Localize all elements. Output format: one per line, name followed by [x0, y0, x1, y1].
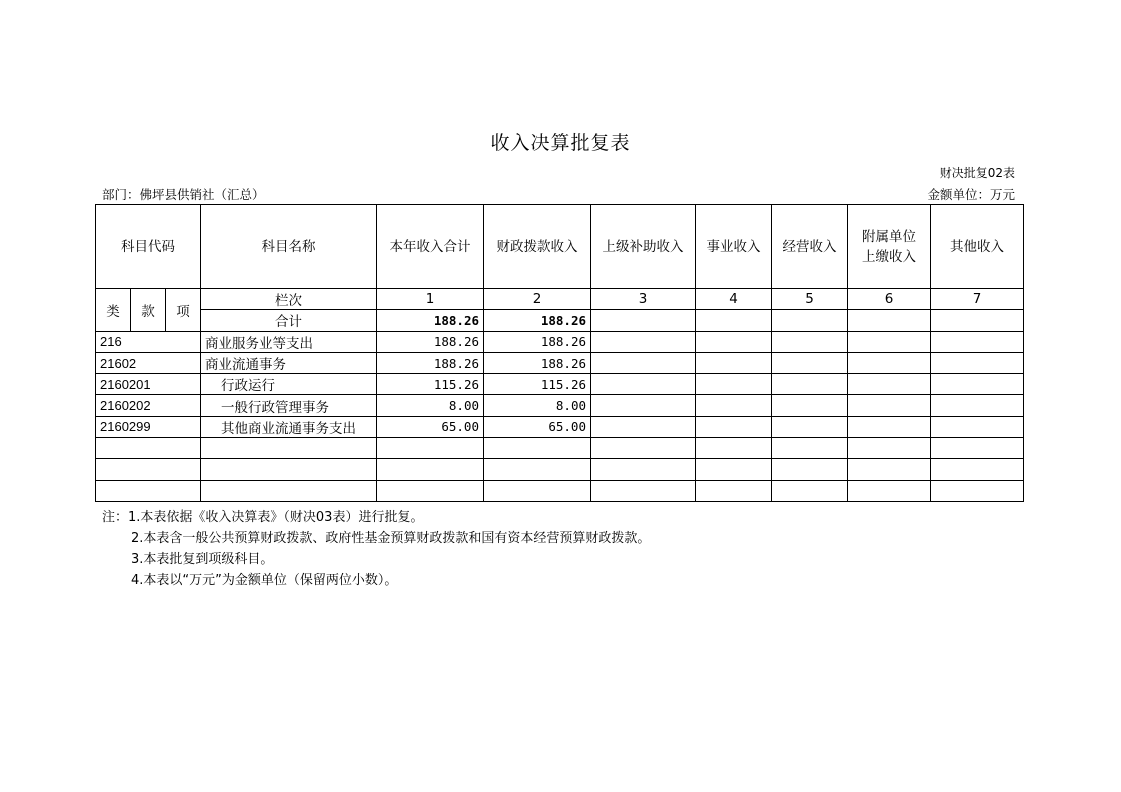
- column-number-row: [96, 289, 1024, 310]
- row-name: 行政运行: [201, 374, 377, 395]
- row-code: 21602: [96, 352, 201, 373]
- total-row: [96, 310, 1024, 331]
- header-superior: 上级补助收入: [591, 205, 696, 289]
- table-row: [96, 331, 1024, 352]
- row-total: 188.26: [377, 331, 484, 352]
- empty-row: [96, 438, 1024, 459]
- header-fiscal: 财政拨款收入: [484, 205, 591, 289]
- row-fiscal: 115.26: [484, 374, 591, 395]
- header-lanci: 栏次: [201, 289, 377, 310]
- row-code: 216: [96, 331, 201, 352]
- page-title: 收入决算批复表: [490, 132, 631, 154]
- table-row: [96, 352, 1024, 373]
- amount-unit-label: 金额单位：万元: [927, 187, 1015, 202]
- header-career: 事业收入: [696, 205, 772, 289]
- col-num-6: 6: [848, 289, 931, 310]
- note-2: 2.本表含一般公共预算财政拨款、政府性基金预算财政拨款和国有资本经营预算财政拨款。: [131, 531, 651, 546]
- total-label: 合计: [201, 310, 377, 331]
- col-num-3: 3: [591, 289, 696, 310]
- header-code-group: 科目代码: [96, 205, 201, 289]
- row-code: 2160299: [96, 416, 201, 437]
- notes: [102, 507, 650, 591]
- row-code: 2160202: [96, 395, 201, 416]
- header-total: 本年收入合计: [377, 205, 484, 289]
- note-3: 3.本表批复到项级科目。: [131, 552, 274, 567]
- note-4: 4.本表以“万元”为金额单位（保留两位小数）。: [131, 573, 398, 588]
- department-label: 部门：佛坪县供销社（汇总）: [102, 187, 265, 202]
- total-income-total: 188.26: [377, 310, 484, 331]
- row-total: 8.00: [377, 395, 484, 416]
- table-row: [96, 416, 1024, 437]
- total-fiscal: 188.26: [484, 310, 591, 331]
- row-total: 65.00: [377, 416, 484, 437]
- form-number: 财决批复02表: [939, 166, 1015, 180]
- header-affiliate-text: 附属单位上缴收入: [862, 228, 916, 265]
- row-name: 商业流通事务: [201, 352, 377, 373]
- note-1: 注：1.本表依据《收入决算表》（财决03表）进行批复。: [102, 510, 424, 525]
- row-fiscal: 188.26: [484, 352, 591, 373]
- table-row: [96, 395, 1024, 416]
- row-name: 其他商业流通事务支出: [201, 416, 377, 437]
- row-name: 商业服务业等支出: [201, 331, 377, 352]
- header-xiang: 项: [166, 289, 201, 332]
- col-num-7: 7: [931, 289, 1024, 310]
- empty-row: [96, 459, 1024, 480]
- income-approval-table: [95, 204, 1024, 502]
- empty-row: [96, 480, 1024, 501]
- header-other: 其他收入: [931, 205, 1024, 289]
- header-affiliate: [848, 205, 931, 289]
- col-num-2: 2: [484, 289, 591, 310]
- header-kuan: 款: [131, 289, 166, 332]
- row-total: 115.26: [377, 374, 484, 395]
- row-name: 一般行政管理事务: [201, 395, 377, 416]
- row-code: 2160201: [96, 374, 201, 395]
- col-num-1: 1: [377, 289, 484, 310]
- row-fiscal: 65.00: [484, 416, 591, 437]
- row-total: 188.26: [377, 352, 484, 373]
- col-num-5: 5: [772, 289, 848, 310]
- row-fiscal: 188.26: [484, 331, 591, 352]
- header-lei: 类: [96, 289, 131, 332]
- header-name: 科目名称: [201, 205, 377, 289]
- header-row: [96, 205, 1024, 289]
- table-row: [96, 374, 1024, 395]
- row-fiscal: 8.00: [484, 395, 591, 416]
- header-operating: 经营收入: [772, 205, 848, 289]
- col-num-4: 4: [696, 289, 772, 310]
